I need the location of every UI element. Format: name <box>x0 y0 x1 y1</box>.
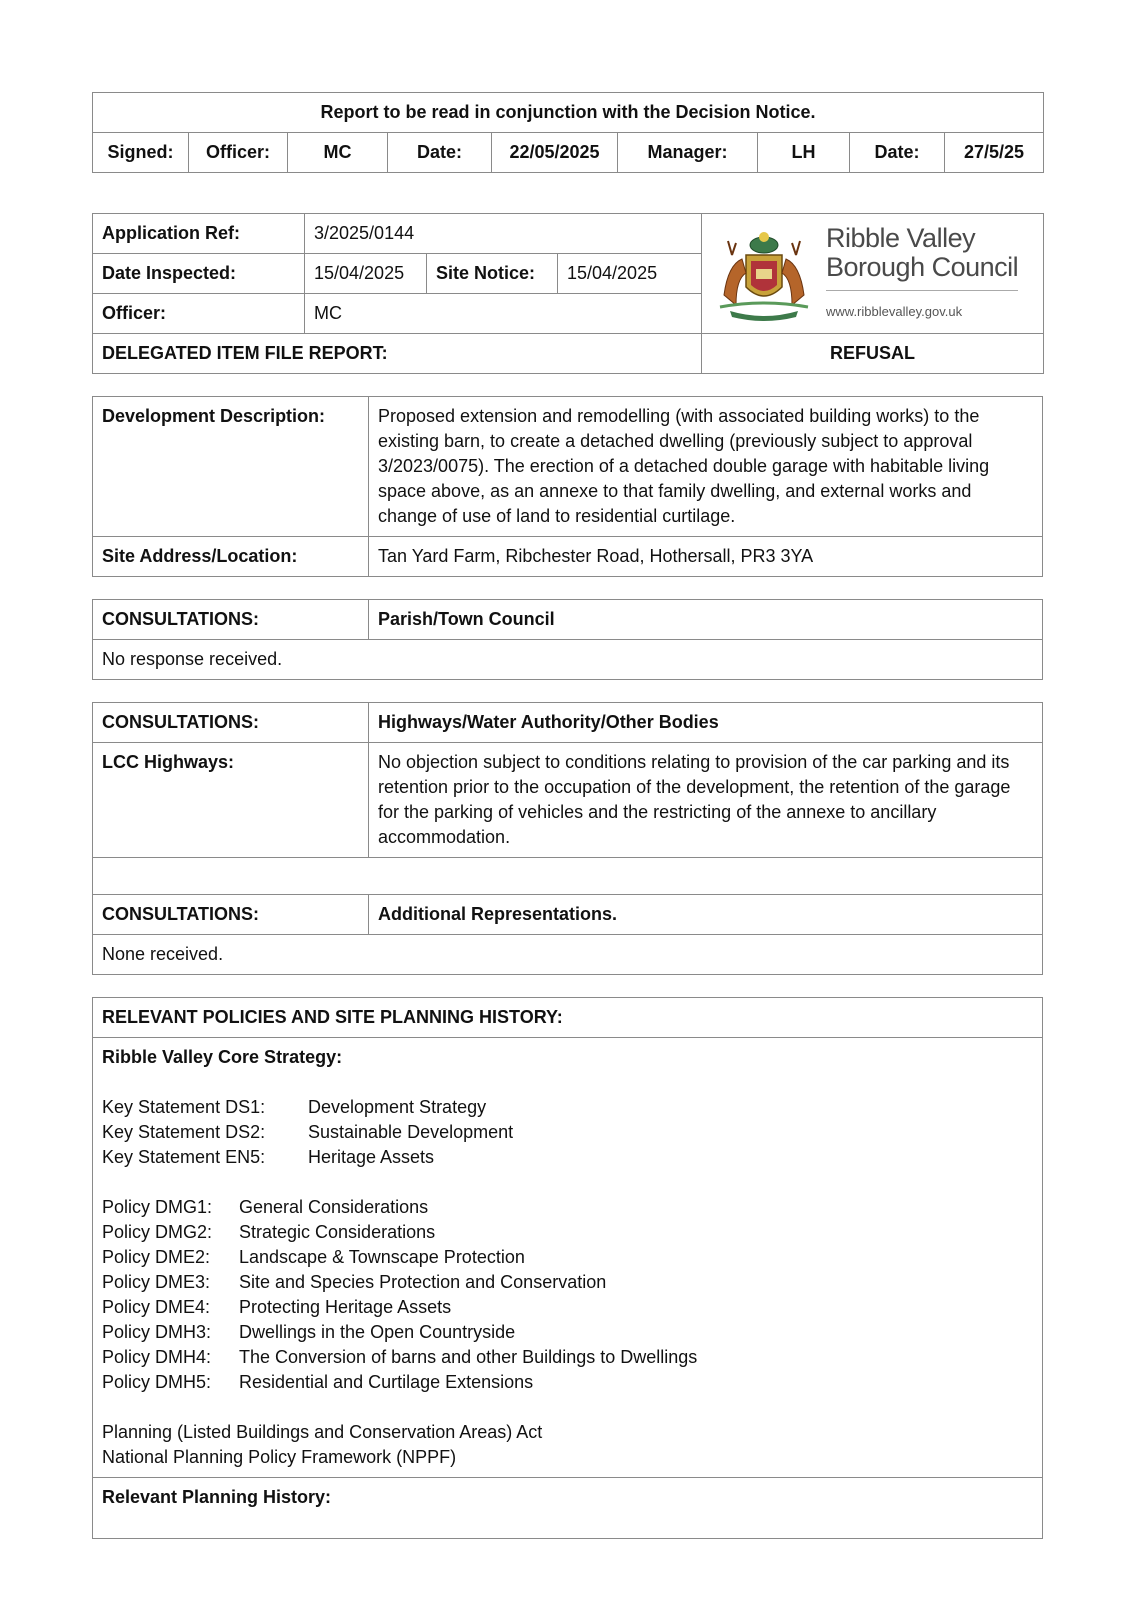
manager-label: Manager: <box>618 133 758 173</box>
lcc-highways-label: LCC Highways: <box>93 743 369 858</box>
case-officer-value: MC <box>305 294 702 334</box>
consultations-label: CONSULTATIONS: <box>93 600 369 640</box>
council-url: www.ribblevalley.gov.uk <box>826 290 1018 324</box>
manager-date-label: Date: <box>850 133 945 173</box>
consultations-label: CONSULTATIONS: <box>93 895 369 935</box>
consultations-parish-table <box>92 599 1043 680</box>
list-item <box>102 1120 1033 1145</box>
list-item <box>102 1270 1033 1295</box>
key-statements-list <box>102 1095 1033 1170</box>
consultations-highways-table <box>92 702 1043 975</box>
policy-title: Strategic Considerations <box>239 1222 436 1242</box>
signoff-table <box>92 92 1044 173</box>
consultations-label: CONSULTATIONS: <box>93 703 369 743</box>
date-inspected-value: 15/04/2025 <box>305 254 427 294</box>
council-name-line2: Borough Council <box>826 251 1019 282</box>
application-ref-value: 3/2025/0144 <box>305 214 702 254</box>
policy-title: Protecting Heritage Assets <box>239 1297 452 1317</box>
policy-ref: Policy DMH3: <box>102 1322 212 1342</box>
list-item <box>102 1145 1033 1170</box>
list-item <box>102 1245 1033 1270</box>
list-item <box>102 1195 1033 1220</box>
policy-title: Dwellings in the Open Countryside <box>239 1322 516 1342</box>
policy-title: Development Strategy <box>308 1097 487 1117</box>
consultee-response: None received. <box>93 935 1043 975</box>
list-item <box>102 1220 1033 1245</box>
policy-ref: Policy DME3: <box>102 1272 211 1292</box>
policy-ref: Key Statement EN5: <box>102 1147 266 1167</box>
policy-ref: Policy DMG2: <box>102 1222 213 1242</box>
policy-title: Site and Species Protection and Conservation <box>239 1272 607 1292</box>
policy-title: The Conversion of barns and other Buildings to Dwellings <box>239 1347 698 1367</box>
decision-value: REFUSAL <box>702 334 1044 374</box>
manager-value: LH <box>758 133 850 173</box>
policy-ref: Policy DMH5: <box>102 1372 212 1392</box>
policy-ref: Policy DMG1: <box>102 1197 213 1217</box>
policy-title: Sustainable Development <box>308 1122 514 1142</box>
officer-value: MC <box>288 133 388 173</box>
date-value: 22/05/2025 <box>492 133 618 173</box>
consultee-body: Additional Representations. <box>369 895 1043 935</box>
council-crest-icon <box>716 225 812 323</box>
development-description-label: Development Description: <box>93 397 369 537</box>
core-strategy-heading: Ribble Valley Core Strategy: <box>102 1047 343 1067</box>
list-item <box>102 1320 1033 1345</box>
list-item <box>102 1345 1033 1370</box>
policies-heading: RELEVANT POLICIES AND SITE PLANNING HISTORY: <box>93 998 1043 1038</box>
lcc-highways-response: No objection subject to conditions relating to provision of the car parking and its retention prior to the occupation of the development, the retention of the garage for the parking of vehicles and the restricting of the annexe to ancillary accommodation. <box>369 743 1043 858</box>
date-label: Date: <box>388 133 492 173</box>
list-item <box>102 1295 1033 1320</box>
policy-title: Residential and Curtilage Extensions <box>239 1372 534 1392</box>
list-item <box>102 1095 1033 1120</box>
dm-policies-list <box>102 1195 1033 1395</box>
policy-title: Heritage Assets <box>308 1147 435 1167</box>
officer-label: Officer: <box>189 133 288 173</box>
council-name-line1: Ribble Valley <box>826 222 976 253</box>
report-page <box>92 92 1043 1539</box>
policy-ref: Key Statement DS1: <box>102 1097 266 1117</box>
site-notice-value: 15/04/2025 <box>558 254 702 294</box>
case-officer-label: Officer: <box>93 294 305 334</box>
development-table <box>92 396 1043 577</box>
act-line: National Planning Policy Framework (NPPF) <box>102 1447 457 1467</box>
signed-label: Signed: <box>93 133 189 173</box>
application-ref-label: Application Ref: <box>93 214 305 254</box>
policy-title: Landscape & Townscape Protection <box>239 1247 525 1267</box>
site-address-value: Tan Yard Farm, Ribchester Road, Hothersall, PR3 3YA <box>369 537 1043 577</box>
consultee-response: No response received. <box>93 640 1043 680</box>
policies-table <box>92 997 1043 1539</box>
policy-ref: Policy DME2: <box>102 1247 211 1267</box>
act-line: Planning (Listed Buildings and Conservation Areas) Act <box>102 1422 543 1442</box>
policies-body <box>93 1038 1043 1478</box>
planning-history-heading: Relevant Planning History: <box>93 1478 1043 1539</box>
delegated-report-label: DELEGATED ITEM FILE REPORT: <box>93 334 702 374</box>
list-item <box>102 1370 1033 1395</box>
site-address-label: Site Address/Location: <box>93 537 369 577</box>
site-notice-label: Site Notice: <box>427 254 558 294</box>
policy-ref: Policy DME4: <box>102 1297 211 1317</box>
policy-ref: Key Statement DS2: <box>102 1122 266 1142</box>
date-inspected-label: Date Inspected: <box>93 254 305 294</box>
development-description-value: Proposed extension and remodelling (with associated building works) to the existing barn, to create a detached dwelling (previously subject to approval 3/2023/0075). The erection of a detached double garage with habitable living space above, as an annexe to that family dwelling, and external works and change of use of land to residential curtilage. <box>369 397 1043 537</box>
consultee-body: Parish/Town Council <box>369 600 1043 640</box>
empty-row <box>93 858 1043 895</box>
consultee-body: Highways/Water Authority/Other Bodies <box>369 703 1043 743</box>
manager-date-value: 27/5/25 <box>945 133 1044 173</box>
application-table <box>92 213 1044 374</box>
policy-title: General Considerations <box>239 1197 429 1217</box>
decision-notice-banner: Report to be read in conjunction with the Decision Notice. <box>93 93 1044 133</box>
council-logo <box>702 214 1044 334</box>
policy-ref: Policy DMH4: <box>102 1347 212 1367</box>
